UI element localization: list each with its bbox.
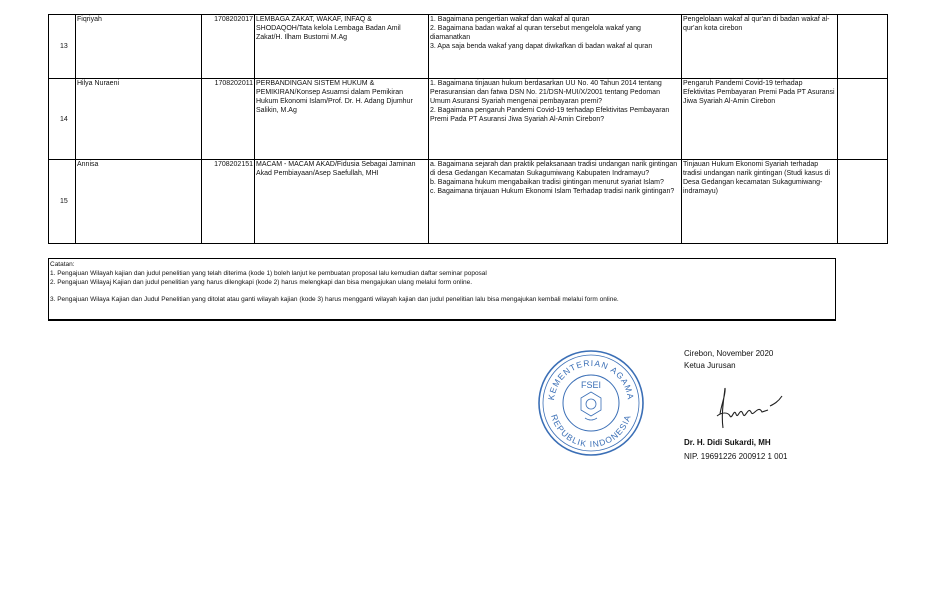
stamp-bottom-text: REPUBLIK INDONESIA <box>549 413 633 450</box>
status-cell <box>838 15 888 79</box>
emblem-icon <box>581 392 601 420</box>
study-area: LEMBAGA ZAKAT, WAKAF, INFAQ & SHODAQOH/Tata kelola Lembaga Badan Amil Zakat/H. Ilham Bustomi M.Ag <box>255 15 429 79</box>
research-title: Pengelolaan wakaf al qur'an di badan wakaf al-qur'an kota cirebon <box>682 15 838 79</box>
student-name: Fiqriyah <box>76 15 202 79</box>
row-number: 14 <box>49 79 76 160</box>
question-item: c. Bagaimana tinjauan Hukum Ekonomi Islam Terhadap tradisi narik gintingan? <box>430 188 675 195</box>
student-nim: 1708202011 <box>202 79 255 160</box>
stamp-center-text: FSEI <box>580 380 602 390</box>
question-item: a. Bagaimana sejarah dan praktik pelaksanaan tradisi undangan narik gintingan di desa Gedangan Kecamatan Sukagumiwang Kabupaten Indramayu? <box>430 161 678 177</box>
row-number: 13 <box>49 15 76 79</box>
table-row <box>49 15 888 79</box>
question-item: 1. Bagaimana tinjauan hukum berdasarkan UU No. 40 Tahun 2014 tentang Perasuransian dan fatwa DSN No. 21/DSN-MUI/X/2001 tentang Pedoman Umum Asuransi Syariah mengenai pembayaran premi? <box>430 80 662 105</box>
table-row <box>49 160 888 244</box>
question-item: 1. Bagaimana pengertian wakaf dan wakaf al quran <box>430 16 590 23</box>
student-name: Annisa <box>76 160 202 244</box>
student-nim: 1708202151 <box>202 160 255 244</box>
research-questions <box>429 15 682 79</box>
submission-table <box>48 14 888 244</box>
row-number: 15 <box>49 160 76 244</box>
stamp-top-text: KEMENTERIAN AGAMA <box>546 357 636 401</box>
signature-block <box>684 348 773 372</box>
research-title: Tinjauan Hukum Ekonomi Syariah terhadap tradisi undangan narik gintingan (Studi kasus di Desa Gedangan kecamatan Sukagumiwang-indramayu) <box>682 160 838 244</box>
student-nim: 1708202017 <box>202 15 255 79</box>
signatory-name: Dr. H. Didi Sukardi, MH <box>684 438 771 447</box>
question-item: 2. Bagaimana badan wakaf al quran tersebut mengelola wakaf yang diamanatkan <box>430 25 641 41</box>
note-item: 3. Pengajuan Wilaya Kajian dan Judul Penelitian yang ditolat atau ganti wilayah kajian (kode 3) harus mengganti wilayah kajian dan judul penelitian lalu bisa mengajukan kembali melalui form online. <box>50 296 619 304</box>
handwritten-signature <box>708 384 788 434</box>
notes-box <box>48 258 836 321</box>
status-cell <box>838 79 888 160</box>
status-cell <box>838 160 888 244</box>
study-area: PERBANDINGAN SISTEM HUKUM & PEMIKIRAN/Konsep Asuarnsi dalam Pemikiran Hukum Ekonomi Islam/Prof. Dr. H. Adang Djumhur Salikin, M.Ag <box>255 79 429 160</box>
note-item: 2. Pengajuan Wilayaj Kajian dan judul penelitian yang harus dilengkapi (kode 2) harus melengkapi dan bisa mengajukan ulang melalui form online. <box>50 278 473 286</box>
research-questions <box>429 160 682 244</box>
note-item: 1. Pengajuan Wilayah kajian dan judul penelitian yang telah diterima (kode 1) boleh lanjut ke pembuatan proposal lalu kemudian daftar seminar poposal <box>50 269 487 277</box>
question-item: 3. Apa saja benda wakaf yang dapat diwkafkan di badan wakaf al quran <box>430 43 653 50</box>
table-row <box>49 79 888 160</box>
student-name: Hilya Nuraeni <box>76 79 202 160</box>
official-stamp <box>536 348 646 458</box>
research-title: Pengaruh Pandemi Covid-19 terhadap Efektivitas Pembayaran Premi Pada PT Asuransi Jiwa Syariah Al-Amin Cirebon <box>682 79 838 160</box>
position-title: Ketua Jurusan <box>684 361 736 370</box>
notes-heading: Catatan: <box>50 261 75 268</box>
study-area: MACAM - MACAM AKAD/Fidusia Sebagai Jaminan Akad Pembiayaan/Asep Saefullah, MHI <box>255 160 429 244</box>
research-questions <box>429 79 682 160</box>
question-item: b. Bagaimana hukum mengabaikan tradisi gintingan menurut syariat Islam? <box>430 179 664 186</box>
signatory-nip: NIP. 19691226 200912 1 001 <box>684 452 788 461</box>
question-item: 2. Bagaimana pengaruh Pandemi Covid-19 terhadap Efektivitas Pembayaran Premi Pada PT Asuransi Jiwa Syariah Al-Amin Cirebon? <box>430 107 670 123</box>
place-date: Cirebon, November 2020 <box>684 349 774 358</box>
